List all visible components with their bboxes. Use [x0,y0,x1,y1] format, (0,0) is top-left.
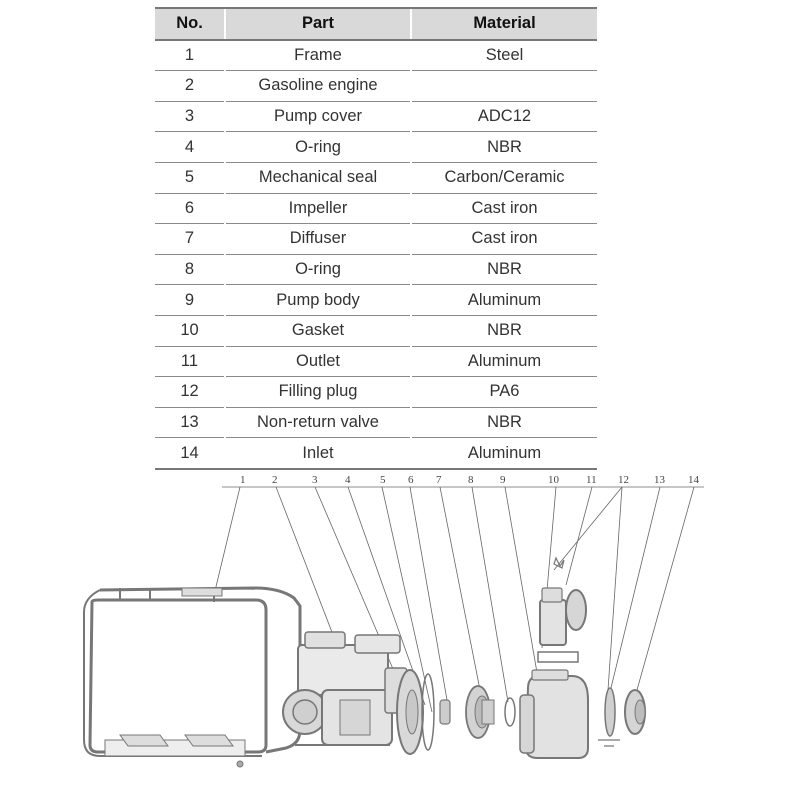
cell-no: 9 [155,285,225,316]
callout-number: 7 [436,474,442,486]
cell-part: Non-return valve [225,407,411,438]
cell-no: 10 [155,315,225,346]
cell-material: NBR [411,315,597,346]
callout-number: 2 [272,474,278,486]
table-body [155,40,597,469]
cell-part: Impeller [225,193,411,224]
table-row [155,285,597,316]
table-row [155,162,597,193]
cell-part: Gasket [225,315,411,346]
frame-illustration [84,588,300,767]
cell-material: Cast iron [411,193,597,224]
engine-illustration [283,632,407,745]
callout-number: 3 [312,474,318,486]
callout-number: 6 [408,474,414,486]
table-row [155,71,597,102]
header-no: No. [155,8,225,40]
callout-number: 12 [618,474,629,486]
cell-no: 6 [155,193,225,224]
cell-no: 2 [155,71,225,102]
outlet-illustration [540,588,586,645]
cell-no: 14 [155,438,225,469]
cell-part: Gasoline engine [225,71,411,102]
cell-material: PA6 [411,377,597,408]
cell-part: Filling plug [225,377,411,408]
callout-number: 8 [468,474,474,486]
exploded-pump-diagram [0,460,800,800]
callout-number: 14 [688,474,699,486]
table-row [155,377,597,408]
cell-no: 7 [155,224,225,255]
cell-material: Steel [411,40,597,71]
cell-material: Aluminum [411,346,597,377]
cell-material: NBR [411,132,597,163]
cell-part: Pump cover [225,101,411,132]
cell-no: 3 [155,101,225,132]
table-row [155,315,597,346]
cell-part: Mechanical seal [225,162,411,193]
cell-part: Pump body [225,285,411,316]
cell-part: O-ring [225,254,411,285]
table-row [155,224,597,255]
inlet-illustration [625,690,645,734]
cell-part: Diffuser [225,224,411,255]
pump-cover-illustration [397,670,423,754]
impeller-diffuser-illustration [466,686,494,738]
gasket-illustration [538,652,578,662]
parts-table [155,7,597,470]
cell-part: Frame [225,40,411,71]
cell-no: 12 [155,377,225,408]
cell-no: 1 [155,40,225,71]
table-row [155,346,597,377]
cell-no: 4 [155,132,225,163]
cell-no: 8 [155,254,225,285]
table-row [155,40,597,71]
callout-number: 4 [345,474,351,486]
non-return-valve-illustration [598,688,620,746]
header-material: Material [411,8,597,40]
cell-part: Outlet [225,346,411,377]
cell-no: 5 [155,162,225,193]
header-part: Part [225,8,411,40]
table-header-row [155,8,597,40]
cell-material: ADC12 [411,101,597,132]
callout-number: 13 [654,474,665,486]
callout-number: 5 [380,474,386,486]
callout-number: 10 [548,474,559,486]
table-row [155,254,597,285]
cell-material: Aluminum [411,285,597,316]
mechanical-seal-illustration [440,700,450,724]
table-row [155,193,597,224]
callout-number: 11 [586,474,597,486]
cell-no: 11 [155,346,225,377]
table-row [155,101,597,132]
cell-material: NBR [411,254,597,285]
cell-material: Cast iron [411,224,597,255]
cell-no: 13 [155,407,225,438]
callout-number: 1 [240,474,246,486]
table-row [155,407,597,438]
cell-material: Aluminum [411,438,597,469]
cell-material: Carbon/Ceramic [411,162,597,193]
cell-part: O-ring [225,132,411,163]
cell-material [411,71,597,102]
pump-body-illustration [520,670,588,758]
table-row [155,132,597,163]
cell-part: Inlet [225,438,411,469]
callout-number: 9 [500,474,506,486]
o-ring-2-illustration [505,698,515,726]
cell-material: NBR [411,407,597,438]
